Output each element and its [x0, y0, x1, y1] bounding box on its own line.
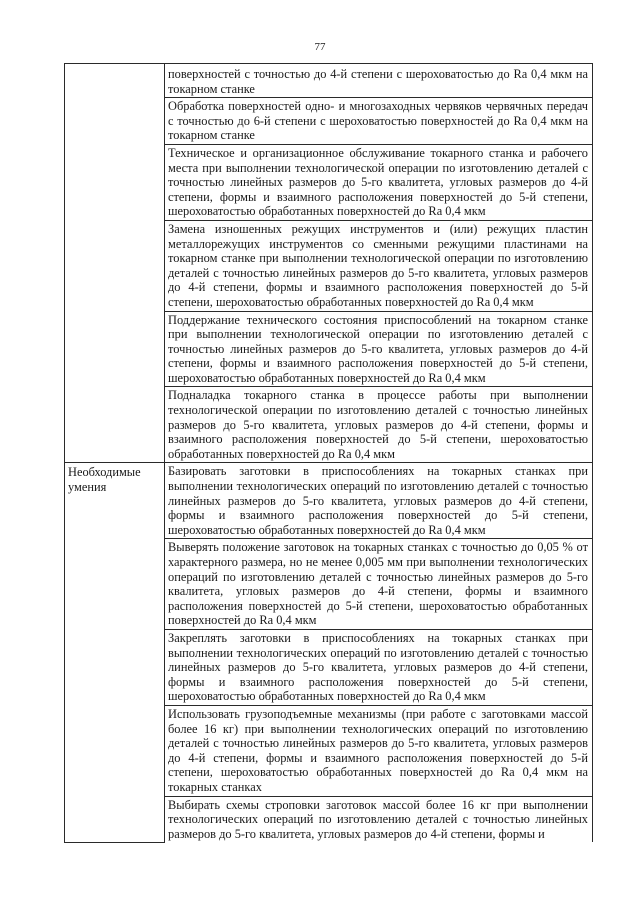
requirements-table: [64, 63, 593, 843]
table-row: [65, 64, 593, 98]
skill-cell: Выверять положение заготовок на токарных станках с точностью до 0,05 % от характерного размера, но не менее 0,005 мм при выполнении технологических операций по изготовлению деталей с точностью линейных размеров до 5-го квалитета, угловых размеров до 4-й степени, формы и взаимного расположения поверхностей до 5-й степени, шероховатостью обработанных поверхностей до Ra 0,4 мкм: [165, 539, 593, 630]
labor-action-cell: Обработка поверхностей одно- и многозаходных червяков червячных передач с точностью до 6-й степени с шероховатостью поверхностей до Ra 0,4 мкм на токарном станке: [165, 98, 593, 145]
labor-action-cell: Замена изношенных режущих инструментов и (или) режущих пластин металлорежущих инструментов со сменными режущими пластинами на токарном станке при выполнении технологической операции по изготовлению деталей с точностью линейных размеров до 5-го квалитета, угловых размеров до 4-й степени, формы и взаимного расположения поверхностей до 5-й степени, шероховатостью обработанных поверхностей до Ra 0,4 мкм: [165, 220, 593, 311]
empty-label-cell: [65, 64, 165, 463]
labor-action-cell: Поддержание технического состояния приспособлений на токарном станке при выполнении технологической операции по изготовлению деталей с точностью линейных размеров до 5-го квалитета, угловых размеров до 4-й степени, формы и взаимного расположения поверхностей до 5-й степени, шероховатостью обработанных поверхностей до Ra 0,4 мкм: [165, 311, 593, 387]
labor-action-cell: Техническое и организационное обслуживание токарного станка и рабочего места при выполнении технологической операции по изготовлению деталей с точностью линейных размеров до 5-го квалитета, угловых размеров до 4-й степени, формы и взаимного расположения поверхностей до 5-й степени, шероховатостью обработанных поверхностей до Ra 0,4 мкм: [165, 144, 593, 220]
skill-cell: Использовать грузоподъемные механизмы (при работе с заготовками массой более 16 кг) при выполнении технологических операций по изготовлению деталей с точностью линейных размеров до 5-го квалитета, угловых размеров до 4-й степени, формы и взаимного расположения поверхностей до 5-й степени, шероховатостью обработанных поверхностей до Ra 0,4 мкм на токарных станках: [165, 705, 593, 796]
skill-cell: Выбирать схемы строповки заготовок массой более 16 кг при выполнении технологических операций по изготовлению деталей с точностью линейных размеров до 5-го квалитета, угловых размеров до 4-й степени, формы и: [165, 796, 593, 842]
skill-cell: Базировать заготовки в приспособлениях на токарных станках при выполнении технологических операций по изготовлению деталей с точностью линейных размеров до 5-го квалитета, угловых размеров до 4-й степени, формы и взаимного расположения поверхностей до 5-й степени, шероховатостью обработанных поверхностей до Ra 0,4 мкм: [165, 463, 593, 539]
table-row: [65, 463, 593, 539]
skill-cell: Закреплять заготовки в приспособлениях на токарных станках при выполнении технологических операций по изготовлению деталей с точностью линейных размеров до 5-го квалитета, угловых размеров до 4-й степени, формы и взаимного расположения поверхностей до 5-й степени, шероховатостью обработанных поверхностей до Ra 0,4 мкм: [165, 629, 593, 705]
labor-action-cell: Подналадка токарного станка в процессе работы при выполнении технологической операции по изготовлению деталей с точностью линейных размеров до 5-го квалитета, угловых размеров до 4-й степени, формы и взаимного расположения поверхностей до 5-й степени, шероховатостью обработанных поверхностей до Ra 0,4 мкм: [165, 387, 593, 463]
page-number: 77: [314, 41, 326, 53]
labor-action-cell: поверхностей с точностью до 4-й степени с шероховатостью до Ra 0,4 мкм на токарном станке: [165, 64, 593, 98]
necessary-skills-label: Необходимые умения: [65, 463, 165, 842]
